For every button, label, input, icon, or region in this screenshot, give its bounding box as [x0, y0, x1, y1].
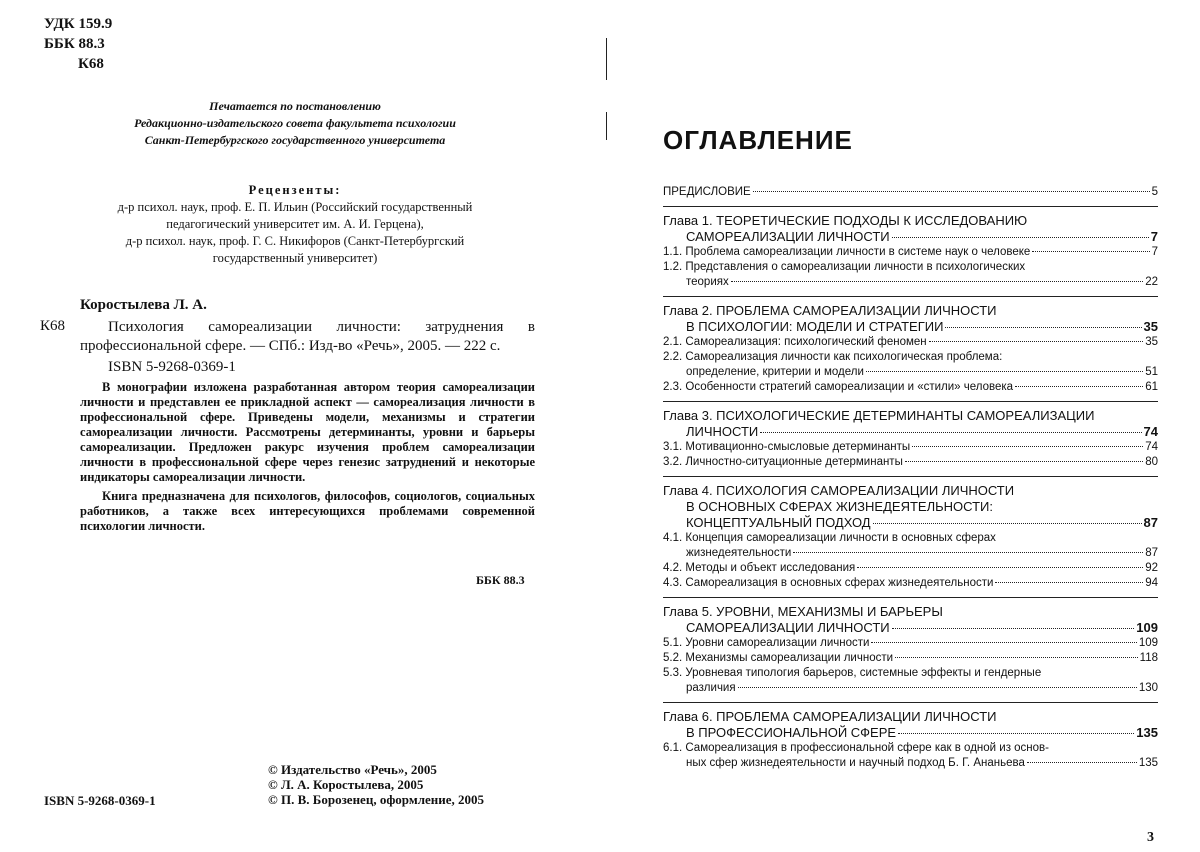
book-author: Коростылева Л. А. [80, 297, 207, 313]
toc-section-entry[interactable] [663, 681, 1158, 696]
toc-page-number: 118 [1139, 652, 1158, 664]
toc-preface[interactable] [663, 185, 1158, 200]
copyright-block [268, 762, 484, 807]
leader-dots [871, 642, 1136, 643]
chapter-heading-entry[interactable] [663, 319, 1158, 335]
toc-page-number: 109 [1138, 637, 1158, 649]
toc-section-entry[interactable] [663, 651, 1158, 666]
abstract-paragraph: В монографии изложена разработанная автором теория самореализации личности и представлен ее прикладной аспект — самореализация личности в профессиональной сфере. Приведены модели, механизмы и стратегии самореализации личности. Рассмотрены детерминанты, уровни и барьеры самореализации. Предложен ракурс изучения проблем самореализации личности в профессиональной сфере через генезис затруднений и некоторые индикаторы самореализации личности. [80, 380, 535, 484]
toc-entry-label: САМОРЕАЛИЗАЦИИ ЛИЧНОСТИ [686, 620, 890, 635]
toc-entry-label: 2.3. Особенности стратегий самореализации и «стили» человека [663, 381, 1014, 393]
toc-chapter [663, 408, 1158, 470]
section-line: 6.1. Самореализация в профессиональной сфере как в одной из основ- [663, 742, 1049, 754]
toc-entry-label: ных сфер жизнедеятельности и научный подход Б. Г. Ананьева [686, 757, 1025, 769]
toc-section-entry[interactable] [663, 365, 1158, 380]
chapter-divider [663, 702, 1158, 703]
table-of-contents [663, 185, 1158, 771]
leader-dots [945, 327, 1141, 328]
approval-line: Санкт-Петербургского государственного университета [144, 133, 446, 147]
leader-dots [995, 582, 1143, 583]
toc-section-entry[interactable] [663, 440, 1158, 455]
reviewer-line: педагогический университет им. А. И. Герцена), [166, 217, 424, 231]
leader-dots [1027, 762, 1137, 763]
approval-line: Редакционно-издательского совета факультета психологии [134, 116, 456, 130]
spine-shadow [606, 38, 607, 80]
leader-dots [905, 461, 1143, 462]
toc-page-number: 61 [1145, 381, 1158, 393]
chapter-heading-entry[interactable] [663, 725, 1158, 741]
toc-entry-label: КОНЦЕПТУАЛЬНЫЙ ПОДХОД [686, 515, 871, 530]
toc-section-entry[interactable] [663, 380, 1158, 395]
toc-page-number: 7 [1150, 229, 1158, 244]
toc-entry-label: ЛИЧНОСТИ [686, 424, 759, 439]
toc-chapters [663, 206, 1158, 771]
toc-section-entry[interactable] [663, 335, 1158, 350]
toc-section-entry[interactable] [663, 275, 1158, 290]
toc-entry-label: жизнедеятельности [686, 547, 792, 559]
toc-entry-label: 5.1. Уровни самореализации личности [663, 637, 870, 649]
copyright-line: © П. В. Борозенец, оформление, 2005 [268, 792, 485, 807]
isbn-footer: ISBN 5-9268-0369-1 [44, 793, 156, 808]
leader-dots [738, 687, 1137, 688]
toc-section-entry[interactable] [663, 245, 1158, 260]
chapter-heading-entry[interactable] [663, 424, 1158, 440]
toc-section-entry[interactable] [663, 756, 1158, 771]
isbn: ISBN 5-9268-0369-1 [108, 359, 236, 375]
toc-page-number: 109 [1136, 620, 1158, 635]
toc-page-number: 130 [1138, 682, 1158, 694]
chapter-heading-entry[interactable] [663, 229, 1158, 245]
toc-section-entry[interactable] [663, 576, 1158, 591]
chapter-heading-entry[interactable] [663, 515, 1158, 531]
toc-chapter [663, 709, 1158, 771]
approval-line: Печатается по постановлению [209, 99, 381, 113]
toc-entry-label: В ПРОФЕССИОНАЛЬНОЙ СФЕРЕ [686, 725, 897, 740]
chapter-heading-line: Глава 6. ПРОБЛЕМА САМОРЕАЛИЗАЦИИ ЛИЧНОСТИ [663, 709, 997, 724]
publication-approval [80, 98, 510, 149]
chapter-heading-line: В ОСНОВНЫХ СФЕРАХ ЖИЗНЕДЕЯТЕЛЬНОСТИ: [686, 499, 993, 514]
catalog-code: К68 [40, 318, 66, 334]
toc-page-number: 94 [1145, 577, 1158, 589]
classification-codes [44, 14, 112, 74]
leader-dots [760, 432, 1141, 433]
toc-entry-label: 1.1. Проблема самореализации личности в системе наук о человеке [663, 246, 1031, 258]
chapter-heading-line: Глава 5. УРОВНИ, МЕХАНИЗМЫ И БАРЬЕРЫ [663, 604, 943, 619]
toc-page-number: 22 [1145, 276, 1158, 288]
toc-entry-label: САМОРЕАЛИЗАЦИИ ЛИЧНОСТИ [686, 229, 890, 244]
toc-entry-label: 3.2. Личностно-ситуационные детерминанты [663, 456, 903, 468]
toc-chapter [663, 303, 1158, 395]
leader-dots [1032, 251, 1149, 252]
book-abstract [80, 380, 535, 534]
leader-dots [866, 371, 1143, 372]
toc-page-number: 74 [1143, 424, 1158, 439]
leader-dots [793, 552, 1143, 553]
reviewer-line: д-р психол. наук, проф. Г. С. Никифоров (Санкт-Петербургский [125, 234, 465, 248]
toc-entry-label: различия [686, 682, 736, 694]
toc-entry-label: 5.2. Механизмы самореализации личности [663, 652, 894, 664]
section-line: 4.1. Концепция самореализации личности в основных сферах [663, 532, 996, 544]
toc-page-number: 7 [1151, 246, 1158, 258]
author-mark: К68 [78, 56, 104, 72]
chapter-heading-entry[interactable] [663, 620, 1158, 636]
leader-dots [898, 733, 1134, 734]
toc-entry-label: 3.1. Мотивационно-смысловые детерминанты [663, 441, 911, 453]
copyright-line: © Л. А. Коростылева, 2005 [268, 777, 424, 792]
toc-section-entry[interactable] [663, 636, 1158, 651]
leader-dots [892, 628, 1135, 629]
reviewer-line: д-р психол. наук, проф. Е. П. Ильин (Российский государственный [117, 200, 473, 214]
toc-entry-label: 2.1. Самореализация: психологический феномен [663, 336, 927, 348]
toc-entry-label: 4.2. Методы и объект исследования [663, 562, 856, 574]
reviewers-heading: Рецензенты: [248, 183, 342, 197]
toc-page-number: 135 [1138, 757, 1158, 769]
leader-dots [1015, 386, 1143, 387]
copyright-line: © Издательство «Речь», 2005 [268, 762, 437, 777]
toc-page-number: 87 [1145, 547, 1158, 559]
toc-page-number: 80 [1145, 456, 1158, 468]
toc-page-number: 135 [1136, 725, 1158, 740]
udk-code: УДК 159.9 [44, 16, 113, 32]
chapter-heading-line: Глава 2. ПРОБЛЕМА САМОРЕАЛИЗАЦИИ ЛИЧНОСТИ [663, 303, 997, 318]
leader-dots [895, 657, 1138, 658]
toc-entry-label: В ПСИХОЛОГИИ: МОДЕЛИ И СТРАТЕГИИ [686, 319, 944, 334]
toc-section-entry[interactable] [663, 546, 1158, 561]
toc-page-number: 92 [1145, 562, 1158, 574]
leader-dots [929, 341, 1144, 342]
toc-chapter [663, 604, 1158, 696]
leader-dots [753, 191, 1150, 192]
toc-title: ОГЛАВЛЕНИЕ [663, 125, 853, 155]
page-number: 3 [1147, 830, 1154, 845]
toc-page-number: 35 [1143, 319, 1158, 334]
section-line: 1.2. Представления о самореализации личности в психологических [663, 261, 1026, 273]
chapter-divider [663, 401, 1158, 402]
toc-entry-label: 4.3. Самореализация в основных сферах жизнедеятельности [663, 577, 994, 589]
reviewers-block [40, 182, 550, 267]
chapter-divider [663, 206, 1158, 207]
toc-entry-label: определение, критерии и модели [686, 366, 864, 378]
toc-page-number: 74 [1145, 441, 1158, 453]
leader-dots [912, 446, 1143, 447]
toc-section-entry[interactable] [663, 455, 1158, 470]
abstract-paragraph: Книга предназначена для психологов, философов, социологов, социальных работников, а также всех интересующихся проблемами современной психологии личности. [80, 489, 535, 533]
toc-chapter [663, 213, 1158, 290]
chapter-divider [663, 476, 1158, 477]
section-line: 2.2. Самореализация личности как психологическая проблема: [663, 351, 1003, 363]
chapter-heading-line: Глава 1. ТЕОРЕТИЧЕСКИЕ ПОДХОДЫ К ИССЛЕДОВАНИЮ [663, 213, 1028, 228]
toc-entry-label: ПРЕДИСЛОВИЕ [663, 186, 751, 198]
section-line: 5.3. Уровневая типология барьеров, системные эффекты и гендерные [663, 667, 1042, 679]
bbk-bottom: ББК 88.3 [476, 573, 525, 587]
chapter-divider [663, 296, 1158, 297]
chapter-divider [663, 597, 1158, 598]
toc-page-number: 5 [1151, 186, 1158, 198]
toc-page-number: 87 [1143, 515, 1158, 530]
toc-section-entry[interactable] [663, 561, 1158, 576]
reviewer-line: государственный университет) [212, 251, 378, 265]
leader-dots [731, 281, 1143, 282]
book-title: Психология самореализации личности: затруднения в профессиональной сфере. — СПб.: Изд-во «Речь», 2005. — 222 с. [80, 319, 535, 354]
chapter-heading-line: Глава 3. ПСИХОЛОГИЧЕСКИЕ ДЕТЕРМИНАНТЫ САМОРЕАЛИЗАЦИИ [663, 408, 1095, 423]
leader-dots [873, 523, 1142, 524]
toc-chapter [663, 483, 1158, 591]
toc-page-number: 51 [1145, 366, 1158, 378]
toc-entry-label: теориях [686, 276, 729, 288]
chapter-heading-line: Глава 4. ПСИХОЛОГИЯ САМОРЕАЛИЗАЦИИ ЛИЧНОСТИ [663, 483, 1015, 498]
leader-dots [857, 567, 1143, 568]
toc-page-number: 35 [1145, 336, 1158, 348]
bbk-code: ББК 88.3 [44, 36, 105, 52]
spine-shadow [606, 112, 607, 140]
leader-dots [892, 237, 1149, 238]
